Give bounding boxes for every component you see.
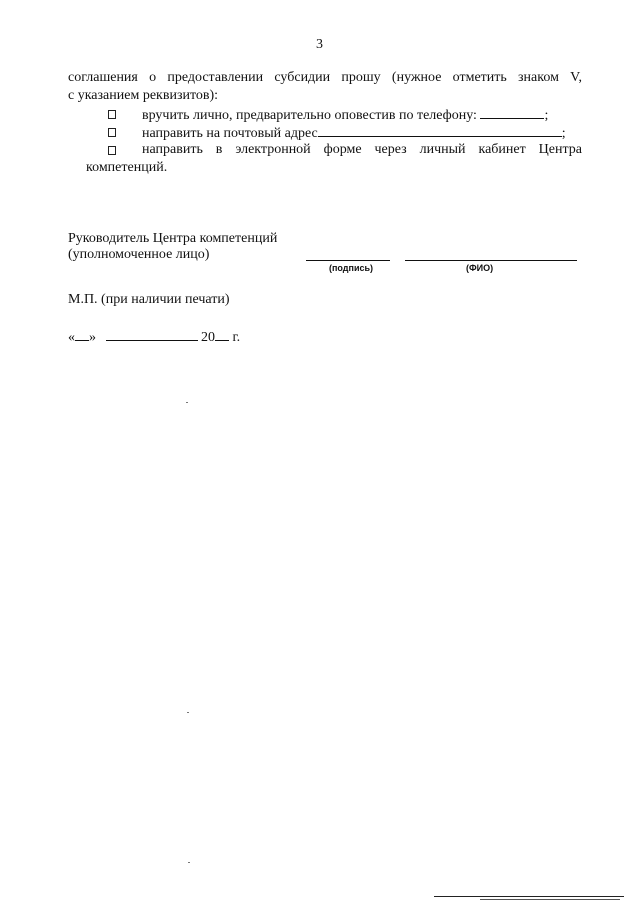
date-close-quote: » xyxy=(89,330,96,345)
option-electronic-form-line-2: компетенций. xyxy=(86,160,168,175)
footer-rule-shadow xyxy=(480,899,620,900)
intro-line-2: с указанием реквизитов): xyxy=(68,88,219,103)
option-postal-address-text: направить на почтовый адрес xyxy=(142,126,318,141)
option-electronic-form-line-1: направить в электронной форме через личный кабинет Центра xyxy=(142,142,582,157)
signatory-title: Руководитель Центра компетенций xyxy=(68,231,278,246)
option-2-suffix: ; xyxy=(561,126,566,141)
signatory-title-sub: (уполномоченное лицо) xyxy=(68,247,210,262)
full-name-caption: (ФИО) xyxy=(466,263,494,273)
year-suffix: г. xyxy=(232,330,241,345)
footer-rule xyxy=(434,896,624,897)
checkbox-postal-address[interactable] xyxy=(108,128,116,137)
intro-line-1: соглашения о предоставлении субсидии прошу (нужное отметить знаком V, xyxy=(68,70,582,85)
day-blank[interactable] xyxy=(75,327,89,341)
scan-speck xyxy=(186,402,188,403)
date-open-quote: « xyxy=(68,330,75,345)
option-deliver-in-person-text: вручить лично, предварительно оповестив по телефону: xyxy=(142,108,481,123)
scan-speck xyxy=(187,712,189,713)
intro-paragraph xyxy=(68,69,582,105)
full-name-line[interactable] xyxy=(405,260,577,261)
page-number: 3 xyxy=(316,37,323,52)
option-deliver-in-person xyxy=(142,105,548,125)
scan-speck xyxy=(188,862,190,863)
month-blank[interactable] xyxy=(106,327,198,341)
checkbox-electronic-form[interactable] xyxy=(108,146,116,155)
postal-address-blank[interactable] xyxy=(318,123,562,137)
signature-line[interactable] xyxy=(306,260,390,261)
stamp-note: М.П. (при наличии печати) xyxy=(68,292,230,307)
phone-blank[interactable] xyxy=(480,105,544,119)
year-prefix: 20 xyxy=(201,330,215,345)
checkbox-deliver-in-person[interactable] xyxy=(108,110,116,119)
option-1-suffix: ; xyxy=(544,108,549,123)
date-line xyxy=(68,327,240,347)
signature-caption: (подпись) xyxy=(329,263,374,273)
option-postal-address xyxy=(142,123,566,143)
year-blank[interactable] xyxy=(215,327,229,341)
